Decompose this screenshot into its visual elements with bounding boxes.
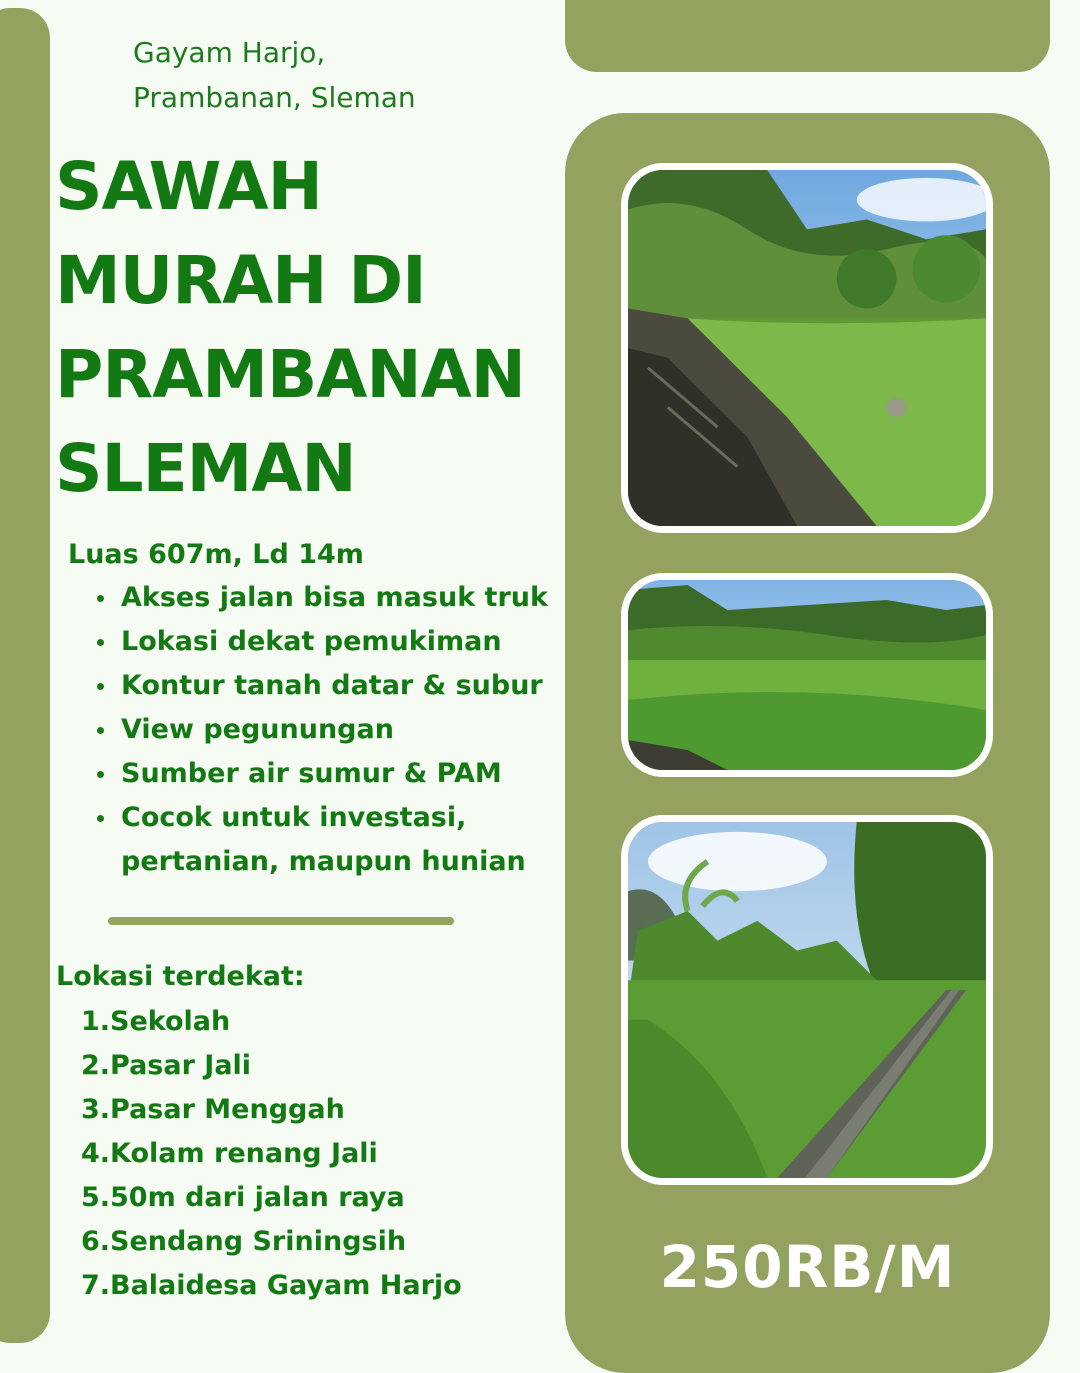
nearby-item-label: Pasar Jali bbox=[110, 1050, 252, 1081]
feature-item: Akses jalan bisa masuk truk bbox=[95, 576, 565, 620]
feature-item bbox=[95, 796, 565, 884]
nearby-item bbox=[78, 1044, 462, 1088]
feature-item: Lokasi dekat pemukiman bbox=[95, 620, 565, 664]
nearby-item-number: 1. bbox=[80, 1006, 110, 1037]
field-photo-1-image bbox=[628, 170, 986, 526]
location-line-2: Prambanan, Sleman bbox=[133, 81, 416, 114]
nearby-item-label: Balaidesa Gayam Harjo bbox=[110, 1270, 462, 1301]
field-photo-2-image bbox=[628, 580, 986, 770]
land-area: Luas 607m, Ld 14m bbox=[68, 539, 364, 570]
price-label: 250RB/M bbox=[659, 1233, 956, 1301]
nearby-item bbox=[78, 1000, 462, 1044]
nearby-item-number: 5. bbox=[80, 1182, 110, 1213]
nearby-item-number: 3. bbox=[80, 1094, 110, 1125]
nearby-item-label: Pasar Menggah bbox=[110, 1094, 345, 1125]
nearby-item bbox=[78, 1220, 462, 1264]
title-line-3: PRAMBANAN bbox=[55, 336, 525, 413]
location-line-1: Gayam Harjo, bbox=[133, 36, 326, 69]
nearby-item-number: 6. bbox=[80, 1226, 110, 1257]
feature-item-line-2: pertanian, maupun hunian bbox=[121, 846, 526, 877]
nearby-item-label: Sendang Sriningsih bbox=[110, 1226, 407, 1257]
feature-item: View pegunungan bbox=[95, 708, 565, 752]
location-text bbox=[133, 30, 416, 120]
field-photo-2 bbox=[621, 573, 993, 777]
section-divider bbox=[108, 917, 454, 925]
field-photo-3 bbox=[621, 815, 993, 1185]
feature-list bbox=[95, 576, 565, 884]
nearby-item-label: Kolam renang Jali bbox=[110, 1138, 378, 1169]
top-decorative-pill bbox=[565, 0, 1050, 72]
nearby-item bbox=[78, 1132, 462, 1176]
nearby-item-label: Sekolah bbox=[110, 1006, 231, 1037]
title-line-4: SLEMAN bbox=[55, 430, 356, 507]
title-line-2: MURAH DI bbox=[55, 242, 426, 319]
left-decorative-bar bbox=[0, 8, 50, 1343]
nearby-item-number: 7. bbox=[80, 1270, 110, 1301]
nearby-heading: Lokasi terdekat: bbox=[56, 961, 305, 992]
nearby-item bbox=[78, 1088, 462, 1132]
nearby-item-number: 2. bbox=[80, 1050, 110, 1081]
nearby-item bbox=[78, 1176, 462, 1220]
nearby-item-label: 50m dari jalan raya bbox=[110, 1182, 405, 1213]
nearby-item-number: 4. bbox=[80, 1138, 110, 1169]
page-title bbox=[55, 140, 575, 516]
nearby-item bbox=[78, 1264, 462, 1308]
nearby-list bbox=[78, 1000, 462, 1308]
field-photo-1 bbox=[621, 163, 993, 533]
feature-item-line-1: Cocok untuk investasi, bbox=[121, 802, 467, 833]
field-photo-3-image bbox=[628, 822, 986, 1178]
feature-item: Sumber air sumur & PAM bbox=[95, 752, 565, 796]
title-line-1: SAWAH bbox=[55, 148, 322, 225]
feature-item: Kontur tanah datar & subur bbox=[95, 664, 565, 708]
